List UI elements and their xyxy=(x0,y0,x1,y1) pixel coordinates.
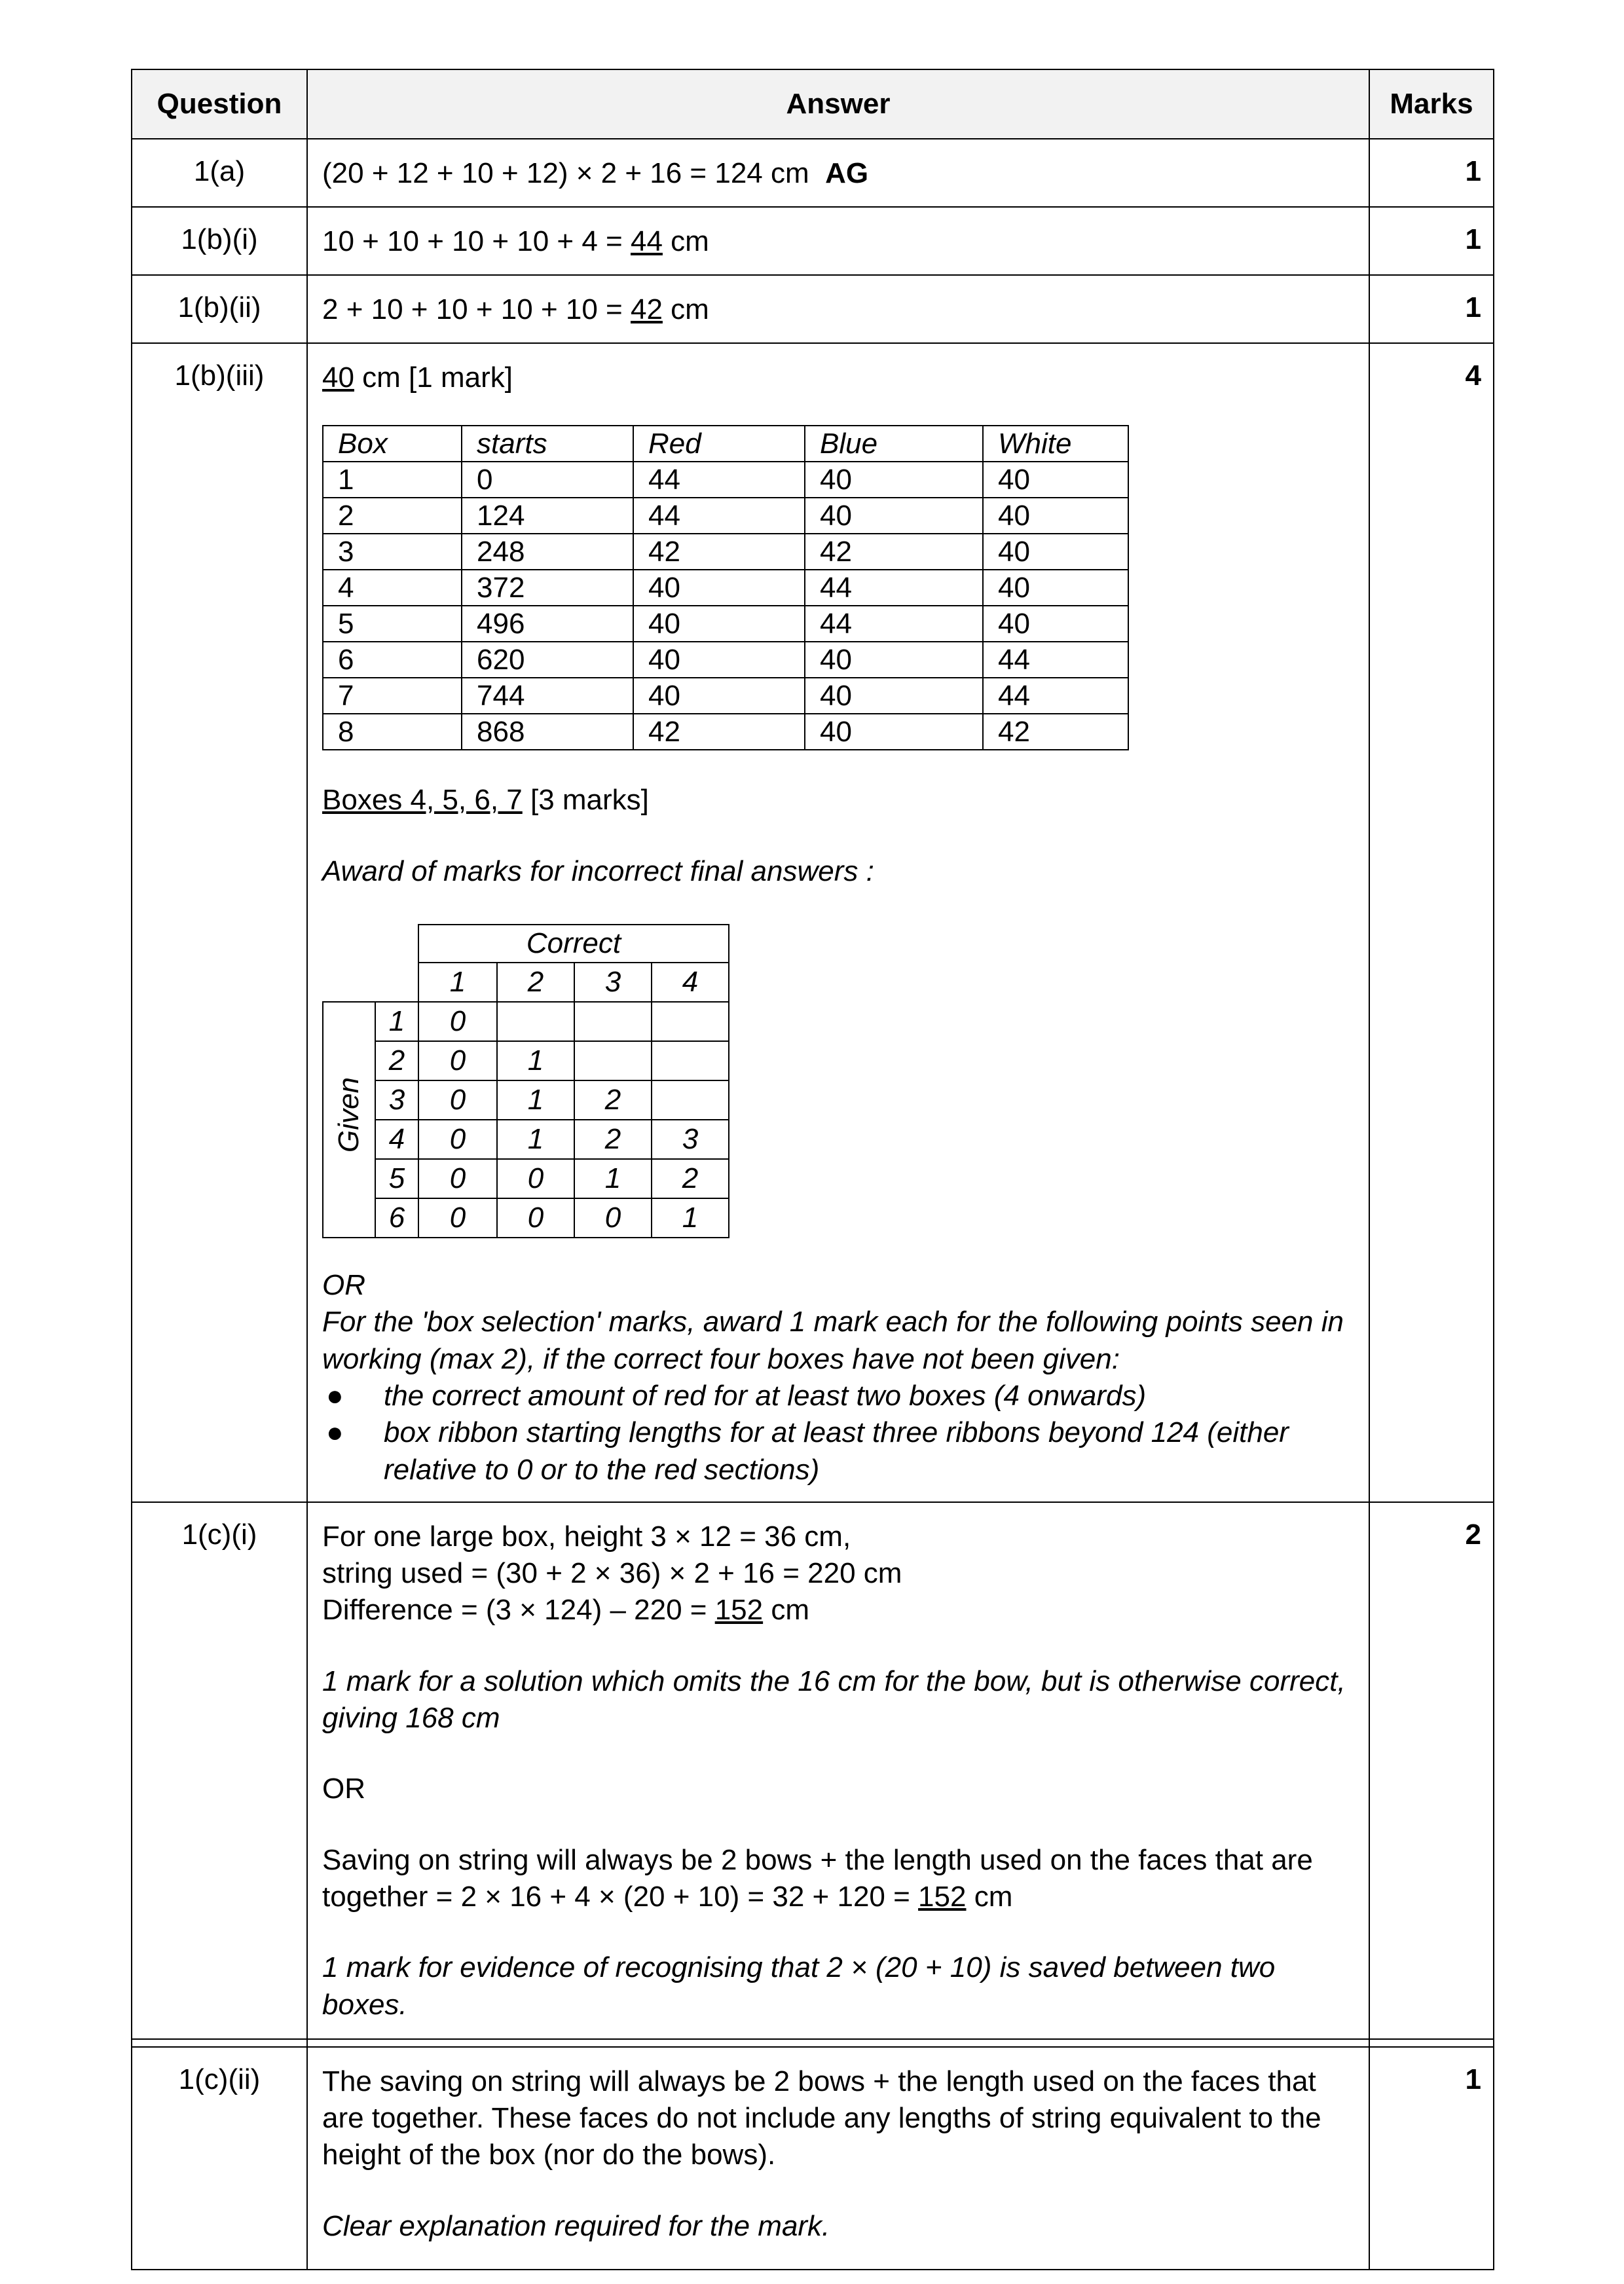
marking-note: Clear explanation required for the mark. xyxy=(322,2209,830,2242)
answer-1ci xyxy=(307,1502,1369,2039)
ribbon-cell: 496 xyxy=(462,606,633,642)
award-heading: Award of marks for incorrect final answers : xyxy=(322,855,874,887)
ag-label: AG xyxy=(825,157,869,189)
row-1ci xyxy=(132,1502,1494,2039)
ribbon-cell: 42 xyxy=(805,534,983,570)
correct-col-header: 1 xyxy=(418,963,497,1002)
working-line: For one large box, height 3 × 12 = 36 cm, xyxy=(322,1520,851,1553)
ribbon-cell: 868 xyxy=(462,714,633,750)
working-line: Difference = (3 × 124) – 220 = 152 cm xyxy=(322,1594,810,1627)
marking-note: 1 mark for a solution which omits the 16 cm for the bow, but is otherwise correct, giving 168 cm xyxy=(322,1665,1346,1735)
or-label: OR xyxy=(322,1773,365,1805)
question-number: 1(b)(i) xyxy=(132,207,307,275)
question-number: 1(a) xyxy=(132,139,307,207)
ribbon-cell: 40 xyxy=(983,462,1128,498)
answer-1biii xyxy=(307,343,1369,1502)
correct-col-header: 4 xyxy=(652,963,729,1002)
ribbon-cell: 40 xyxy=(633,678,805,714)
ribbon-cell: 620 xyxy=(462,642,633,678)
ribbon-col-header: Box xyxy=(323,426,462,462)
ribbon-row xyxy=(323,462,1128,498)
award-cell: 1 xyxy=(497,1080,574,1120)
ribbon-row xyxy=(323,714,1128,750)
award-cell: 2 xyxy=(652,1159,729,1198)
given-value: 3 xyxy=(375,1080,418,1120)
ribbon-cell: 40 xyxy=(805,498,983,534)
award-cell: 0 xyxy=(418,1080,497,1120)
alternative-working: Saving on string will always be 2 bows + the length used on the faces that are together = 2 × 16 + 4 × (20 + 10) = 32 + 120 = 152 cm xyxy=(322,1843,1313,1913)
ribbon-cell: 6 xyxy=(323,642,462,678)
correct-label: Correct xyxy=(418,925,729,963)
answer-1bii xyxy=(307,275,1369,343)
or-text: For the 'box selection' marks, award 1 mark each for the following points seen in working (max 2), if the correct four boxes have not been given: xyxy=(322,1306,1344,1375)
ribbon-cell: 8 xyxy=(323,714,462,750)
award-row xyxy=(323,1198,729,1238)
ribbon-cell: 44 xyxy=(805,606,983,642)
answer-unit: cm xyxy=(662,225,709,257)
row-1cii xyxy=(132,2047,1494,2270)
given-value: 2 xyxy=(375,1041,418,1080)
ribbon-row xyxy=(323,678,1128,714)
ribbon-cell: 5 xyxy=(323,606,462,642)
given-value: 1 xyxy=(375,1002,418,1041)
bullet-text: the correct amount of red for at least two boxes (4 onwards) xyxy=(384,1379,1147,1412)
ribbon-cell: 44 xyxy=(633,462,805,498)
first-answer-marks: cm [1 mark] xyxy=(354,361,513,394)
given-value: 6 xyxy=(375,1198,418,1238)
answer-value: 152 xyxy=(714,1594,764,1627)
ribbon-cell: 0 xyxy=(462,462,633,498)
ribbon-cell: 40 xyxy=(983,606,1128,642)
ribbon-cell: 40 xyxy=(805,714,983,750)
award-cell: 1 xyxy=(574,1159,652,1198)
boxes-answer-value: Boxes 4, 5, 6, 7 xyxy=(322,784,523,817)
award-cell: 0 xyxy=(418,1198,497,1238)
header-answer: Answer xyxy=(307,69,1369,139)
question-number: 1(c)(ii) xyxy=(132,2047,307,2270)
answer-text: (20 + 12 + 10 + 12) × 2 + 16 = 124 cm xyxy=(322,157,809,189)
ribbon-col-header: White xyxy=(983,426,1128,462)
row-1a xyxy=(132,139,1494,207)
marks-value: 1 xyxy=(1369,2047,1494,2270)
answer-unit: cm xyxy=(662,293,709,325)
award-cell xyxy=(652,1080,729,1120)
correct-col-header: 2 xyxy=(497,963,574,1002)
award-cell xyxy=(652,1041,729,1080)
header-row xyxy=(132,69,1494,139)
ribbon-cell: 2 xyxy=(323,498,462,534)
ribbon-cell: 40 xyxy=(805,678,983,714)
answer-value: 44 xyxy=(630,225,663,257)
ribbon-col-header: Blue xyxy=(805,426,983,462)
explanation-text: The saving on string will always be 2 bows + the length used on the faces that are together. These faces do not include any lengths of string equivalent to the height of the box (nor do the bows). xyxy=(322,2065,1321,2171)
or-block xyxy=(322,1267,1354,1488)
answer-1a xyxy=(307,139,1369,207)
award-cell: 0 xyxy=(497,1198,574,1238)
ribbon-row xyxy=(323,534,1128,570)
ribbon-cell: 40 xyxy=(983,534,1128,570)
given-value: 4 xyxy=(375,1120,418,1159)
award-cell: 0 xyxy=(418,1041,497,1080)
given-label: Given xyxy=(333,1077,365,1152)
ribbon-cell: 42 xyxy=(633,714,805,750)
ribbon-cell: 744 xyxy=(462,678,633,714)
ribbon-col-header: Red xyxy=(633,426,805,462)
award-cell xyxy=(574,1041,652,1080)
header-marks: Marks xyxy=(1369,69,1494,139)
ribbon-cell: 40 xyxy=(805,642,983,678)
marks-value: 4 xyxy=(1369,343,1494,1502)
answer-1bi xyxy=(307,207,1369,275)
bullet-text: box ribbon starting lengths for at least three ribbons beyond 124 (either relative to 0 or to the red sections) xyxy=(384,1416,1289,1486)
question-number: 1(b)(ii) xyxy=(132,275,307,343)
ribbon-row xyxy=(323,606,1128,642)
first-answer-value: 40 xyxy=(322,361,354,394)
ribbon-row xyxy=(323,570,1128,606)
ribbon-body xyxy=(323,462,1128,750)
ribbon-cell: 42 xyxy=(633,534,805,570)
ribbon-cell: 4 xyxy=(323,570,462,606)
bullet-item xyxy=(322,1414,1354,1488)
ribbon-cell: 3 xyxy=(323,534,462,570)
ribbon-cell: 40 xyxy=(633,570,805,606)
ribbon-cell: 44 xyxy=(805,570,983,606)
ribbon-cell: 42 xyxy=(983,714,1128,750)
row-separator xyxy=(132,2039,1494,2047)
or-label: OR xyxy=(322,1268,365,1301)
question-number: 1(b)(iii) xyxy=(132,343,307,1502)
answer-1cii xyxy=(307,2047,1369,2270)
given-value: 5 xyxy=(375,1159,418,1198)
header-question: Question xyxy=(132,69,307,139)
ribbon-row xyxy=(323,498,1128,534)
ribbon-header-row xyxy=(323,426,1128,462)
award-cell xyxy=(574,1002,652,1041)
correct-col-header: 3 xyxy=(574,963,652,1002)
award-cell: 0 xyxy=(497,1159,574,1198)
award-row xyxy=(323,1041,729,1080)
award-cell: 1 xyxy=(652,1198,729,1238)
ribbon-cell: 1 xyxy=(323,462,462,498)
ribbon-cell: 248 xyxy=(462,534,633,570)
award-cell: 0 xyxy=(418,1002,497,1041)
row-1bi xyxy=(132,207,1494,275)
award-row xyxy=(323,1159,729,1198)
boxes-answer xyxy=(322,782,1354,819)
award-cell: 0 xyxy=(574,1198,652,1238)
ribbon-cell: 44 xyxy=(983,642,1128,678)
boxes-answer-marks: [3 marks] xyxy=(522,784,649,817)
award-cell: 0 xyxy=(418,1120,497,1159)
ribbon-cell: 40 xyxy=(983,570,1128,606)
answer-value: 42 xyxy=(630,293,663,325)
award-cell: 1 xyxy=(497,1041,574,1080)
marks-value: 2 xyxy=(1369,1502,1494,2039)
ribbon-cell: 44 xyxy=(633,498,805,534)
ribbon-row xyxy=(323,642,1128,678)
ribbon-table xyxy=(322,425,1129,750)
row-1biii xyxy=(132,343,1494,1502)
answer-value: 152 xyxy=(918,1881,967,1913)
award-row xyxy=(323,1120,729,1159)
given-label-cell xyxy=(323,1002,375,1238)
award-cell: 2 xyxy=(574,1120,652,1159)
marks-value: 1 xyxy=(1369,275,1494,343)
marking-note: 1 mark for evidence of recognising that 2 × (20 + 10) is saved between two boxes. xyxy=(322,1951,1276,2021)
question-number: 1(c)(i) xyxy=(132,1502,307,2039)
award-cell xyxy=(652,1002,729,1041)
award-cell: 0 xyxy=(418,1159,497,1198)
award-cell: 2 xyxy=(574,1080,652,1120)
ribbon-cell: 7 xyxy=(323,678,462,714)
bullet-item xyxy=(322,1378,1354,1414)
marks-value: 1 xyxy=(1369,207,1494,275)
award-cell: 3 xyxy=(652,1120,729,1159)
award-row xyxy=(323,1002,729,1041)
ribbon-cell: 44 xyxy=(983,678,1128,714)
ribbon-cell: 40 xyxy=(983,498,1128,534)
bullet-icon: ● xyxy=(326,1379,344,1412)
answer-working: 10 + 10 + 10 + 10 + 4 = xyxy=(322,225,631,257)
ribbon-cell: 124 xyxy=(462,498,633,534)
ribbon-cell: 40 xyxy=(633,642,805,678)
ribbon-cell: 372 xyxy=(462,570,633,606)
answer-working: 2 + 10 + 10 + 10 + 10 = xyxy=(322,293,631,325)
award-table xyxy=(322,924,729,1238)
ribbon-col-header: starts xyxy=(462,426,633,462)
ribbon-cell: 40 xyxy=(805,462,983,498)
bullet-icon: ● xyxy=(326,1416,344,1449)
ribbon-cell: 40 xyxy=(633,606,805,642)
award-cell xyxy=(497,1002,574,1041)
award-body xyxy=(323,925,729,1238)
award-column-header-row xyxy=(323,963,729,1002)
row-1bii xyxy=(132,275,1494,343)
award-correct-row xyxy=(323,925,729,963)
award-cell: 1 xyxy=(497,1120,574,1159)
award-row xyxy=(323,1080,729,1120)
marks-value: 1 xyxy=(1369,139,1494,207)
mark-scheme-table xyxy=(131,69,1494,2270)
first-answer xyxy=(322,359,1354,396)
working-line: string used = (30 + 2 × 36) × 2 + 16 = 220 cm xyxy=(322,1557,902,1590)
